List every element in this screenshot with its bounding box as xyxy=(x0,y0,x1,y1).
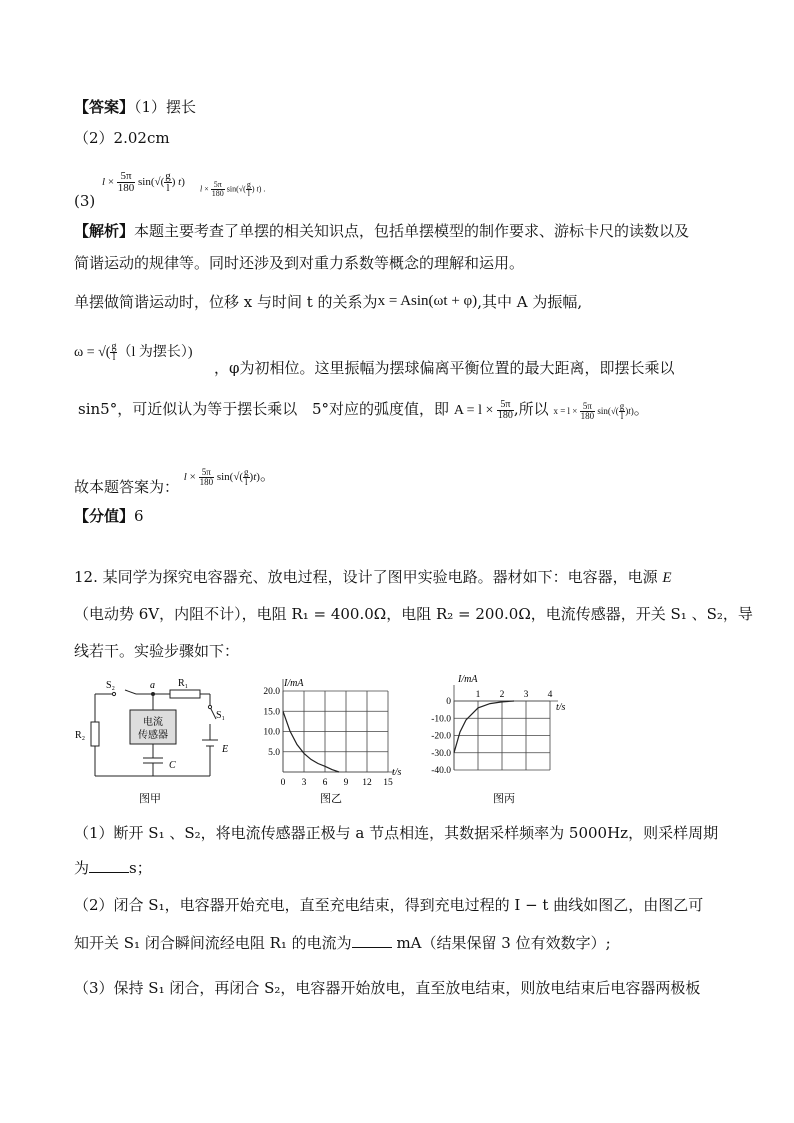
answer-part2: （2）2.02cm xyxy=(74,129,170,147)
bing-ytick-label: 0 xyxy=(446,697,451,707)
bing-xtick-label: 1 xyxy=(475,690,481,700)
q12-sub2-line1: （2）闭合 S₁，电容器开始充电，直至充电结束，得到充电过程的 I − t 曲线如图乙，由图乙可 xyxy=(74,896,704,914)
bing-xlabel: t/s xyxy=(556,702,566,713)
caption-jia: 图甲 xyxy=(139,793,161,805)
caption-yi: 图乙 xyxy=(320,793,342,805)
q12-sub2-line2: 知开关 S₁ 闭合瞬间流经电阻 R₁ 的电流为 mA（结果保留 3 位有效数字）; xyxy=(74,934,611,952)
displacement-result-formula: x = l × $\frac{5\pi}{180}$ sin(√( $\frac{g}{l}$ )t) xyxy=(553,401,634,422)
yi-xtick-label: 15 xyxy=(383,778,393,788)
resistor-r2 xyxy=(91,722,99,746)
conclusion-line: 故本题答案为： $^{l \times \frac{5\pi}{180} sin(√( \frac{g}{l} )t)}$。 xyxy=(74,466,275,496)
bing-ytick-label: -20.0 xyxy=(431,731,451,742)
omega-formula: ω = √( $\frac{g}{l}$ （l 为摆长）) xyxy=(74,341,193,364)
yi-xlabel: t/s xyxy=(392,767,402,778)
amplitude-formula: A = l × $\frac{5\pi}{180}$ xyxy=(453,399,513,422)
q12-sub3-line1: （3）保持 S₁ 闭合，再闭合 S₂，电容器开始放电，直至放电结束，则放电结束后电容器两极板 xyxy=(74,979,701,997)
conclusion-formula: l × 5π 180 sin(√( g l )t) xyxy=(183,466,260,487)
label-a: a xyxy=(150,680,155,691)
bing-xtick-label: 3 xyxy=(523,690,529,700)
switch-s2 xyxy=(125,690,136,694)
bing-discharging-curve xyxy=(454,701,514,753)
q12-line1: 12. 某同学为探究电容器充、放电过程，设计了图甲实验电路。器材如下：电容器，电源 E xyxy=(74,568,672,586)
sensor-label-1: 电流 xyxy=(143,717,163,728)
q12-sub1-line1: （1）断开 S₁ 、S₂，将电流传感器正极与 a 节点相连，其数据采样频率为 5000Hz，则采样周期 xyxy=(74,824,719,842)
bing-xtick-label: 4 xyxy=(547,690,553,700)
chart-bing xyxy=(420,672,590,807)
bing-ytick-label: -10.0 xyxy=(431,714,451,725)
yi-xtick-label: 12 xyxy=(362,778,372,788)
analysis-line5: sin5°，可近似认为等于摆长乘以 5°对应的弧度值，即 A = l × $\frac{5\pi}{180}$ ,所以 x = l × $\frac{5\pi}{180}$ sin(√( $\frac{g}{l}$ )t)。 xyxy=(78,399,649,422)
label-r1: R₁ xyxy=(178,678,189,689)
analysis-line4: ，φ为初相位。这里振幅为摆球偏离平衡位置的最大距离，即摆长乘以 xyxy=(214,359,675,377)
answer-line xyxy=(74,96,196,118)
yi-xtick-label: 3 xyxy=(301,778,307,788)
yi-ylabel: I/mA xyxy=(284,678,304,689)
yi-xtick-label: 6 xyxy=(322,778,328,788)
yi-charging-curve xyxy=(283,711,339,772)
analysis-line2: 简谐运动的规律等。同时还涉及到对重力系数等概念的理解和运用。 xyxy=(74,254,525,272)
bing-ytick-label: -40.0 xyxy=(431,766,451,776)
answer-part3-formula-b: l × $\frac{5\pi}{180}$ sin(√( $\frac{g}{l}$ ) t) . xyxy=(200,180,266,198)
label-e: E xyxy=(222,744,229,755)
bing-ytick-label: -30.0 xyxy=(431,748,451,759)
yi-ytick-label: 20.0 xyxy=(263,687,280,697)
label-s1: S₁ xyxy=(216,710,226,721)
analysis-tag: 【解析】 xyxy=(74,222,135,240)
yi-ytick-label: 10.0 xyxy=(263,727,280,738)
yi-xtick-label: 0 xyxy=(280,778,286,788)
circuit-diagram xyxy=(70,672,240,807)
analysis-line3: 单摆做简谐运动时，位移 x 与时间 t 的关系为x = Asin(ωt + φ),其中 A 为振幅, xyxy=(74,293,583,311)
resistor-r1 xyxy=(170,690,200,698)
sensor-label-2: 传感器 xyxy=(138,730,168,741)
chart-yi xyxy=(246,672,416,807)
caption-bing: 图丙 xyxy=(493,793,515,805)
analysis-line1: 【解析】本题主要考查了单摆的相关知识点，包括单摆模型的制作要求、游标卡尺的读数以及 xyxy=(74,222,690,240)
displacement-formula: x = Asin(ωt + φ) xyxy=(377,293,478,309)
answer-blank-2[interactable] xyxy=(352,933,392,948)
q12-line3: 线若干。实验步骤如下： xyxy=(74,642,240,660)
yi-ytick-label: 5.0 xyxy=(268,747,280,758)
q12-line2: （电动势 6V，内阻不计），电阻 R₁ = 400.0Ω，电阻 R₂ = 200.0Ω，电流传感器，开关 S₁ 、S₂，导 xyxy=(74,605,753,623)
answer-part3-label: (3) xyxy=(74,192,96,210)
answer-tag: 【答案】 xyxy=(74,98,135,116)
yi-xtick-label: 9 xyxy=(343,778,349,788)
label-r2: R₂ xyxy=(75,730,86,741)
q12-sub1-line2: 为 s； xyxy=(74,859,152,877)
bing-ylabel: I/mA xyxy=(458,674,478,685)
yi-ytick-label: 15.0 xyxy=(263,707,280,718)
answer-part3-formula-a: l × $\frac{5\pi}{180}$ sin(√( $\frac{g}{l}$ ) t) xyxy=(102,170,185,194)
answer-part1: （1）摆长 xyxy=(134,98,197,116)
label-c: C xyxy=(169,760,176,771)
answer-blank-1[interactable] xyxy=(89,858,129,873)
bing-xtick-label: 2 xyxy=(499,690,505,700)
score-line: 【分值】6 xyxy=(74,507,144,525)
label-s2: S₂ xyxy=(106,680,116,691)
